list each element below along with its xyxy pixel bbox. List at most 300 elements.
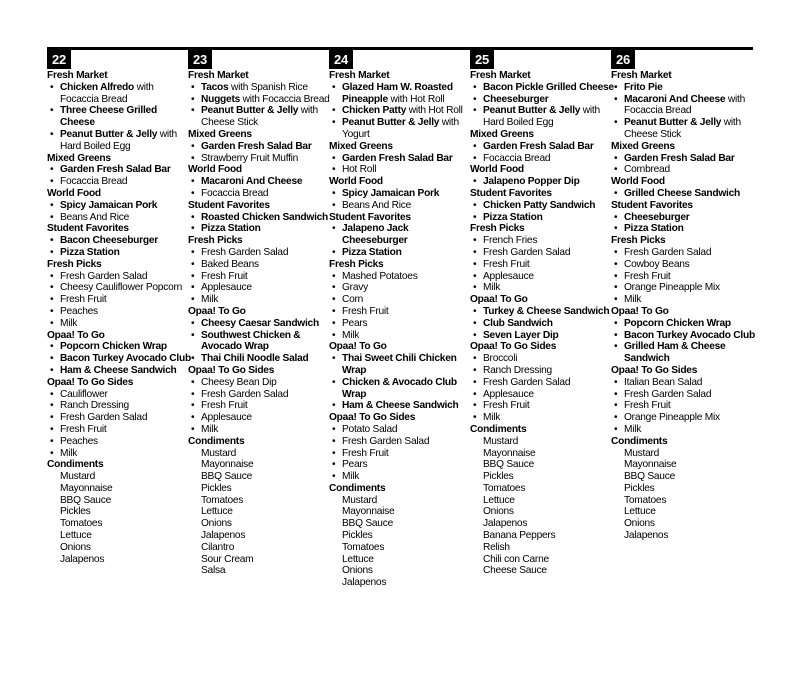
condiment-item: Mayonnaise: [624, 459, 677, 471]
menu-item: [47, 282, 192, 294]
condiment-item: Onions: [624, 518, 655, 530]
section-heading: Fresh Market: [470, 70, 531, 81]
day-column: [470, 50, 615, 577]
section-heading: Condiments: [188, 435, 245, 447]
menu-item: [188, 176, 333, 188]
section-heading: Student Favorites: [470, 187, 552, 199]
menu-item: [470, 389, 615, 401]
menu-item: [329, 424, 474, 436]
menu-item-detail: with: [298, 105, 318, 117]
section-heading: Opaa! To Go: [329, 341, 387, 353]
section-heading: Mixed Greens: [47, 152, 111, 164]
menu-item-name: Peanut Butter & Jelly: [624, 117, 722, 129]
menu-item: [611, 294, 756, 306]
condiment-item: Relish: [483, 541, 510, 553]
menu-item-continuation: Focaccia Bread: [624, 105, 692, 117]
menu-item-name: Club Sandwich: [483, 317, 553, 329]
section-heading: Mixed Greens: [470, 128, 534, 140]
menu-item-name: Garden Fresh Salad Bar: [342, 152, 453, 164]
menu-item-detail: Ranch Dressing: [483, 364, 552, 376]
day-number: 23: [188, 50, 212, 69]
section-heading: Fresh Market: [329, 70, 390, 81]
menu-item-detail: Potato Salad: [342, 423, 398, 435]
menu-item-name: Jalapeno Popper Dip: [483, 176, 580, 188]
condiment-item: Mayonnaise: [201, 459, 254, 471]
menu-item: [611, 412, 756, 424]
menu-item: [470, 353, 615, 365]
menu-item-detail: with: [157, 128, 177, 140]
menu-item-continuation: Hard Boiled Egg: [483, 117, 554, 129]
menu-item-detail: with: [134, 81, 154, 93]
menu-item-detail: Fresh Fruit: [60, 294, 107, 306]
menu-item-detail: Mashed Potatoes: [342, 270, 418, 282]
menu-item: [329, 82, 474, 106]
section-heading: Mixed Greens: [611, 140, 675, 152]
menu-item-name: Popcorn Chicken Wrap: [60, 341, 167, 353]
menu-item: [188, 353, 333, 365]
menu-item: [329, 105, 474, 117]
menu-item: [188, 389, 333, 401]
menu-item-detail: Fresh Garden Salad: [624, 246, 712, 258]
menu-item-detail: Milk: [201, 294, 219, 306]
menu-item: [470, 365, 615, 377]
menu-item: [329, 294, 474, 306]
section-heading: Fresh Picks: [188, 235, 243, 247]
menu-item-name: Spicy Jamaican Pork: [342, 187, 440, 199]
menu-item: [47, 412, 192, 424]
menu-item: [329, 247, 474, 259]
day-number: 24: [329, 50, 353, 69]
condiment-item: Mustard: [483, 435, 519, 447]
menu-item-detail: Fresh Fruit: [342, 305, 389, 317]
menu-item: [188, 223, 333, 235]
menu-item-continuation: Wrap: [342, 388, 367, 400]
condiment-item: Tomatoes: [483, 482, 526, 494]
menu-item: [470, 282, 615, 294]
menu-item-detail: French Fries: [483, 235, 538, 247]
menu-item-detail: Broccoli: [483, 353, 518, 365]
menu-item: [329, 377, 474, 401]
menu-item-name: Macaroni And Cheese: [201, 176, 303, 188]
menu-item-name: Seven Layer Dip: [483, 329, 559, 341]
menu-item: [47, 235, 192, 247]
condiment-item: Pickles: [60, 506, 91, 518]
menu-item-detail: Orange Pineapple Mix: [624, 412, 720, 424]
menu-item: [47, 306, 192, 318]
menu-item-detail: with: [721, 117, 741, 129]
menu-item-detail: Fresh Fruit: [624, 270, 671, 282]
condiment-item: Sour Cream: [201, 553, 254, 565]
menu-item: [470, 105, 615, 129]
menu-item: [470, 306, 615, 318]
menu-item-detail: Milk: [624, 294, 642, 306]
menu-item-continuation: Pineapple: [342, 93, 388, 105]
section-heading: Fresh Picks: [47, 258, 102, 270]
menu-item-detail: Applesauce: [483, 388, 534, 400]
menu-item-name: Peanut Butter & Jelly: [342, 117, 440, 129]
menu-item-detail: with Hot Roll: [387, 93, 445, 105]
condiment-item: Mustard: [60, 471, 96, 483]
menu-item-detail: Cowboy Beans: [624, 258, 690, 270]
menu-item: [611, 94, 756, 118]
menu-item-detail: Fresh Fruit: [60, 423, 107, 435]
section-heading: Student Favorites: [47, 223, 129, 235]
condiment-item: BBQ Sauce: [483, 459, 534, 471]
menu-item-detail: Fresh Fruit: [342, 447, 389, 459]
menu-item-name: Cheesy Caesar Sandwich: [201, 317, 319, 329]
menu-item-name: Garden Fresh Salad Bar: [60, 164, 171, 176]
menu-item: [47, 212, 192, 224]
menu-item-detail: Fresh Garden Salad: [342, 435, 430, 447]
condiment-item: Tomatoes: [342, 541, 385, 553]
day-column: [47, 50, 192, 565]
menu-item-detail: Pears: [342, 459, 368, 471]
menu-item: [47, 164, 192, 176]
condiment-item: Pickles: [201, 482, 232, 494]
section-heading: Fresh Picks: [329, 258, 384, 270]
menu-item-detail: Peaches: [60, 435, 98, 447]
menu-item-detail: Cornbread: [624, 164, 670, 176]
menu-item: [470, 247, 615, 259]
menu-item: [470, 377, 615, 389]
menu-item-detail: Fresh Fruit: [201, 270, 248, 282]
section-heading: Student Favorites: [611, 199, 693, 211]
menu-item: [329, 353, 474, 377]
menu-item-detail: with: [580, 105, 600, 117]
menu-item-continuation: Sandwich: [624, 353, 670, 365]
menu-item-name: Cheeseburger: [483, 93, 549, 105]
menu-item: [470, 330, 615, 342]
section-heading: Fresh Picks: [470, 223, 525, 235]
condiment-item: Lettuce: [60, 530, 92, 542]
section-heading: Opaa! To Go: [611, 305, 669, 317]
condiment-item: Jalapenos: [624, 530, 669, 542]
day-column: [188, 50, 333, 577]
section-heading: Fresh Market: [47, 70, 108, 81]
menu-item-name: Roasted Chicken Sandwich: [201, 211, 329, 223]
day-column: [611, 50, 756, 542]
menu-item: [470, 176, 615, 188]
menu-item-detail: Strawberry Fruit Muffin: [201, 152, 299, 164]
section-heading: Opaa! To Go: [470, 294, 528, 306]
condiment-item: Pickles: [342, 530, 373, 542]
day-column: [329, 50, 474, 589]
menu-item: [188, 424, 333, 436]
menu-item: [470, 200, 615, 212]
condiment-item: BBQ Sauce: [60, 494, 111, 506]
menu-item: [470, 153, 615, 165]
menu-item: [47, 365, 192, 377]
menu-item: [188, 259, 333, 271]
menu-item-detail: with Focaccia Bread: [240, 93, 330, 105]
menu-item: [47, 424, 192, 436]
menu-item: [329, 471, 474, 483]
menu-item: [47, 389, 192, 401]
menu-item-detail: Beans And Rice: [342, 199, 411, 211]
menu-item-detail: Applesauce: [201, 412, 252, 424]
menu-item-name: Garden Fresh Salad Bar: [624, 152, 735, 164]
menu-item-detail: Hot Roll: [342, 164, 377, 176]
condiment-item: Jalapenos: [342, 577, 387, 589]
condiment-item: Onions: [342, 565, 373, 577]
menu-item: [329, 306, 474, 318]
menu-item-name: Tacos: [201, 81, 229, 93]
condiment-item: Tomatoes: [201, 494, 244, 506]
menu-item-continuation: Avocado Wrap: [201, 341, 269, 353]
menu-item: [611, 153, 756, 165]
menu-item: [470, 212, 615, 224]
day-number: 26: [611, 50, 635, 69]
condiment-item: Lettuce: [483, 494, 515, 506]
menu-item-name: Macaroni And Cheese: [624, 93, 726, 105]
menu-item-name: Chicken Patty: [342, 105, 407, 117]
section-heading: World Food: [47, 187, 101, 199]
menu-item: [611, 117, 756, 141]
day-number: 22: [47, 50, 71, 69]
menu-item-continuation: Cheese: [60, 117, 95, 129]
menu-item-detail: Milk: [60, 317, 78, 329]
menu-item: [611, 259, 756, 271]
menu-item-detail: Milk: [60, 447, 78, 459]
menu-item: [188, 377, 333, 389]
menu-item: [188, 94, 333, 106]
menu-item-detail: Baked Beans: [201, 258, 259, 270]
condiment-item: BBQ Sauce: [624, 471, 675, 483]
menu-item: [611, 223, 756, 235]
condiment-item: Mustard: [201, 447, 237, 459]
menu-item-detail: with: [725, 93, 746, 105]
menu-item-detail: Corn: [342, 294, 364, 306]
condiment-item: Banana Peppers: [483, 530, 556, 542]
menu-item-continuation: Hard Boiled Egg: [60, 140, 131, 152]
menu-item-name: Pizza Station: [201, 223, 261, 235]
section-heading: Opaa! To Go Sides: [470, 341, 557, 353]
menu-item-continuation: Cheeseburger: [342, 235, 408, 247]
menu-item-continuation: Cheese Stick: [201, 117, 259, 129]
condiment-item: Jalapenos: [60, 553, 105, 565]
menu-item-detail: Fresh Garden Salad: [624, 388, 712, 400]
section-heading: Fresh Picks: [611, 235, 666, 247]
menu-item: [47, 400, 192, 412]
menu-item-detail: Milk: [342, 329, 360, 341]
menu-item-detail: Milk: [483, 282, 501, 294]
menu-item: [329, 330, 474, 342]
menu-item-name: Bacon Cheeseburger: [60, 235, 158, 247]
menu-item-name: Peanut Butter & Jelly: [201, 105, 299, 117]
menu-item-name: Ham & Cheese Sandwich: [60, 364, 177, 376]
menu-item: [611, 212, 756, 224]
menu-item-name: Jalapeno Jack: [342, 223, 409, 235]
menu-item: [188, 282, 333, 294]
menu-item: [611, 330, 756, 342]
menu-item-name: Pizza Station: [483, 211, 543, 223]
menu-item-name: Ham & Cheese Sandwich: [342, 400, 459, 412]
menu-item-name: Spicy Jamaican Pork: [60, 199, 158, 211]
menu-item: [611, 282, 756, 294]
menu-item-name: Nuggets: [201, 93, 240, 105]
menu-item: [611, 164, 756, 176]
menu-item: [47, 82, 192, 106]
menu-item: [188, 412, 333, 424]
menu-item-detail: Fresh Fruit: [483, 258, 530, 270]
section-heading: Opaa! To Go: [188, 305, 246, 317]
menu-item-detail: with Hot Roll: [406, 105, 463, 117]
menu-item-detail: Orange Pineapple Mix: [624, 282, 720, 294]
menu-item-continuation: Yogurt: [342, 128, 370, 140]
section-heading: World Food: [470, 164, 524, 176]
menu-item-detail: Beans And Rice: [60, 211, 129, 223]
condiment-item: Jalapenos: [483, 518, 528, 530]
menu-item: [329, 271, 474, 283]
menu-item: [329, 153, 474, 165]
menu-item: [188, 105, 333, 129]
menu-item: [329, 400, 474, 412]
menu-item-name: Pizza Station: [342, 246, 402, 258]
day-number: 25: [470, 50, 494, 69]
menu-item-detail: Cheesy Cauliflower Popcorn: [60, 282, 183, 294]
menu-item: [47, 353, 192, 365]
menu-item: [470, 141, 615, 153]
menu-item: [47, 200, 192, 212]
menu-item-continuation: Cheese Stick: [624, 128, 682, 140]
section-heading: Fresh Market: [188, 70, 249, 81]
menu-item-detail: Milk: [624, 423, 642, 435]
menu-item: [188, 294, 333, 306]
condiment-item: Lettuce: [624, 506, 656, 518]
menu-item-detail: Milk: [201, 423, 219, 435]
condiment-item: Cilantro: [201, 541, 235, 553]
menu-item: [611, 247, 756, 259]
menu-item-name: Pizza Station: [60, 246, 120, 258]
menu-item: [188, 400, 333, 412]
menu-item: [47, 318, 192, 330]
condiment-item: Pickles: [624, 482, 655, 494]
menu-item: [470, 82, 615, 94]
menu-item-name: Three Cheese Grilled: [60, 105, 157, 117]
menu-item-detail: Fresh Garden Salad: [60, 412, 148, 424]
menu-item: [611, 400, 756, 412]
menu-item-detail: Milk: [483, 412, 501, 424]
menu-item: [329, 188, 474, 200]
menu-item-name: Bacon Pickle Grilled Cheese: [483, 81, 614, 93]
condiment-item: Onions: [483, 506, 514, 518]
menu-item: [329, 459, 474, 471]
menu-item: [47, 129, 192, 153]
menu-item-name: Chicken Patty Sandwich: [483, 199, 596, 211]
section-heading: Opaa! To Go Sides: [611, 364, 698, 376]
menu-item-name: Glazed Ham W. Roasted: [342, 81, 453, 93]
menu-item: [470, 235, 615, 247]
section-heading: Condiments: [47, 459, 104, 471]
menu-item-detail: Fresh Garden Salad: [483, 376, 571, 388]
menu-item: [188, 82, 333, 94]
menu-item: [611, 389, 756, 401]
menu-item-detail: Cheesy Bean Dip: [201, 376, 277, 388]
menu-item: [329, 164, 474, 176]
menu-item-detail: Gravy: [342, 282, 368, 294]
menu-item: [611, 318, 756, 330]
condiment-item: Chili con Carne: [483, 553, 549, 565]
menu-item: [329, 448, 474, 460]
menu-item: [329, 200, 474, 212]
section-heading: Condiments: [470, 423, 527, 435]
menu-item: [329, 282, 474, 294]
menu-item: [470, 400, 615, 412]
menu-item-name: Grilled Cheese Sandwich: [624, 187, 740, 199]
section-heading: Opaa! To Go Sides: [188, 364, 275, 376]
menu-item-name: Pizza Station: [624, 223, 684, 235]
menu-item: [611, 188, 756, 200]
menu-item: [188, 188, 333, 200]
menu-item-name: Grilled Ham & Cheese: [624, 341, 726, 353]
menu-item-detail: Fresh Fruit: [201, 400, 248, 412]
section-heading: Mixed Greens: [188, 128, 252, 140]
section-heading: World Food: [329, 176, 383, 188]
menu-item-detail: Fresh Fruit: [483, 400, 530, 412]
menu-item-name: Chicken Alfredo: [60, 81, 134, 93]
menu-item: [470, 259, 615, 271]
menu-item-name: Thai Chili Noodle Salad: [201, 353, 309, 365]
menu-item-detail: Applesauce: [201, 282, 252, 294]
menu-item-name: Turkey & Cheese Sandwich: [483, 305, 610, 317]
menu-item-name: Frito Pie: [624, 81, 663, 93]
section-heading: Opaa! To Go Sides: [47, 376, 134, 388]
menu-item: [611, 424, 756, 436]
menu-item: [470, 271, 615, 283]
menu-item: [611, 341, 756, 365]
menu-item-name: Garden Fresh Salad Bar: [201, 140, 312, 152]
menu-item-detail: Fresh Garden Salad: [201, 246, 289, 258]
menu-item: [188, 141, 333, 153]
menu-item-detail: Milk: [342, 471, 360, 483]
section-heading: World Food: [188, 164, 242, 176]
condiment-item: Mayonnaise: [60, 482, 113, 494]
menu-item-detail: Focaccia Bread: [483, 152, 551, 164]
menu-item: [188, 318, 333, 330]
menu-item-name: Peanut Butter & Jelly: [483, 105, 581, 117]
section-heading: Condiments: [611, 435, 668, 447]
menu-item: [47, 247, 192, 259]
menu-item-detail: Fresh Garden Salad: [201, 388, 289, 400]
menu-item: [329, 436, 474, 448]
menu-item-name: Thai Sweet Chili Chicken: [342, 353, 457, 365]
menu-item: [188, 330, 333, 354]
condiment-item: Onions: [201, 518, 232, 530]
menu-item: [47, 176, 192, 188]
menu-item: [329, 223, 474, 247]
condiment-item: Lettuce: [201, 506, 233, 518]
menu-item-detail: Focaccia Bread: [201, 187, 269, 199]
menu-item-detail: Fresh Fruit: [624, 400, 671, 412]
menu-item: [47, 448, 192, 460]
menu-item: [47, 341, 192, 353]
condiment-item: Mayonnaise: [483, 447, 536, 459]
menu-item-detail: Cauliflower: [60, 388, 108, 400]
section-heading: Student Favorites: [188, 199, 270, 211]
condiment-item: Cheese Sauce: [483, 565, 547, 577]
section-heading: World Food: [611, 176, 665, 188]
condiment-item: BBQ Sauce: [342, 518, 393, 530]
menu-item-detail: Focaccia Bread: [60, 176, 128, 188]
menu-item-detail: Fresh Garden Salad: [60, 270, 148, 282]
menu-item: [329, 318, 474, 330]
menu-item-name: Bacon Turkey Avocado Club: [60, 353, 191, 365]
menu-item: [470, 94, 615, 106]
menu-item: [611, 271, 756, 283]
menu-item-detail: Applesauce: [483, 270, 534, 282]
menu-item: [611, 82, 756, 94]
menu-item: [47, 436, 192, 448]
